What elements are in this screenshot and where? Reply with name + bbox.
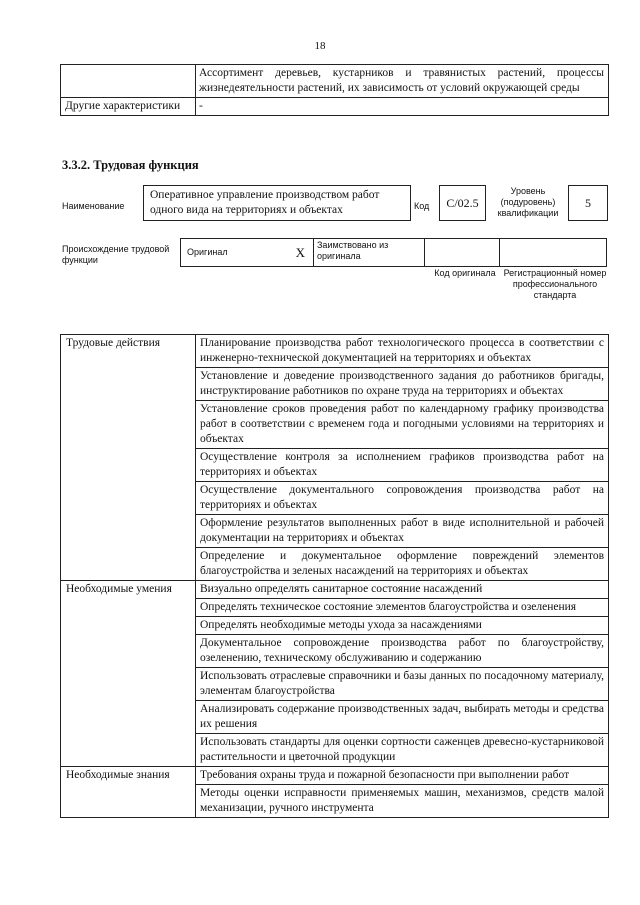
row-value: - [196, 98, 609, 116]
table-row [61, 767, 609, 785]
reg-number-label: Регистрационный номер профессионального стандарта [503, 268, 607, 300]
group-header: Трудовые действия [61, 335, 196, 581]
table-row [61, 65, 609, 98]
function-code-box: С/02.5 [439, 185, 486, 221]
name-label: Наименование [62, 201, 125, 211]
origin-row [181, 238, 608, 267]
detail-item: Документальное сопровождение производства работ по благоустройству, озеленению, техническому обслуживанию и содержанию [196, 635, 609, 668]
borrowed-label: Заимствовано из оригинала [313, 238, 425, 267]
original-cell [180, 238, 314, 267]
detail-item: Осуществление документального сопровождения производства работ на территориях и объектах [196, 482, 609, 515]
origin-label: Происхождение трудовой функции [62, 244, 170, 265]
group-header: Необходимые умения [61, 581, 196, 767]
detail-item: Требования охраны труда и пожарной безопасности при выполнении работ [196, 767, 609, 785]
top-table [60, 64, 609, 116]
detail-item: Установление и доведение производственного задания до работников бригады, инструктирование работников по охране труда на территориях и объектах [196, 368, 609, 401]
original-mark: X [295, 244, 305, 260]
detail-item: Визуально определять санитарное состояние насаждений [196, 581, 609, 599]
code-original-cell [424, 238, 500, 267]
level-value-box: 5 [568, 185, 608, 221]
table-row [61, 98, 609, 116]
section-title: 3.3.2. Трудовая функция [62, 158, 199, 172]
function-name-box: Оперативное управление производством работ одного вида на территориях и объектах [143, 185, 411, 221]
detail-item: Определять необходимые методы ухода за насаждениями [196, 617, 609, 635]
detail-item: Использовать стандарты для оценки сортности саженцев древесно-кустарниковой растительности и цветочной продукции [196, 734, 609, 767]
page-number: 18 [314, 40, 326, 52]
detail-item: Использовать отраслевые справочники и базы данных по посадочному материалу, элементам благоустройства [196, 668, 609, 701]
row-value: Ассортимент деревьев, кустарников и травянистых растений, процессы жизнедеятельности растений, их зависимость от условий окружающей среды [196, 65, 609, 98]
detail-item: Осуществление контроля за исполнением графиков производства работ на территориях и объектах [196, 449, 609, 482]
detail-item: Определение и документальное оформление повреждений элементов благоустройства и зеленых насаждений на территориях и объектах [196, 548, 609, 581]
detail-item: Определять техническое состояние элементов благоустройства и озеленения [196, 599, 609, 617]
row-label: Другие характеристики [61, 98, 196, 116]
code-label: Код [414, 201, 430, 211]
level-label: Уровень (подуровень) квалификации [497, 186, 559, 218]
reg-number-cell [499, 238, 607, 267]
row-label [61, 65, 196, 98]
table-row [61, 581, 609, 599]
detail-item: Планирование производства работ технологического процесса в соответствии с инженерно-технической документацией на территориях и объектах [196, 335, 609, 368]
group-header: Необходимые знания [61, 767, 196, 818]
original-label: Оригинал [187, 247, 228, 257]
detail-item: Методы оценки исправности применяемых машин, механизмов, средств малой механизации, ручного инструмента [196, 785, 609, 818]
detail-item: Установление сроков проведения работ по календарному графику производства работ в соответствии с временем года и погодными условиями на территориях и объектах [196, 401, 609, 449]
details-table [60, 334, 609, 818]
table-row [61, 335, 609, 368]
detail-item: Оформление результатов выполненных работ в виде исполнительной и рабочей документации на территориях и объектах [196, 515, 609, 548]
code-original-label: Код оригинала [434, 268, 496, 278]
detail-item: Анализировать содержание производственных задач, выбирать методы и средства их решения [196, 701, 609, 734]
